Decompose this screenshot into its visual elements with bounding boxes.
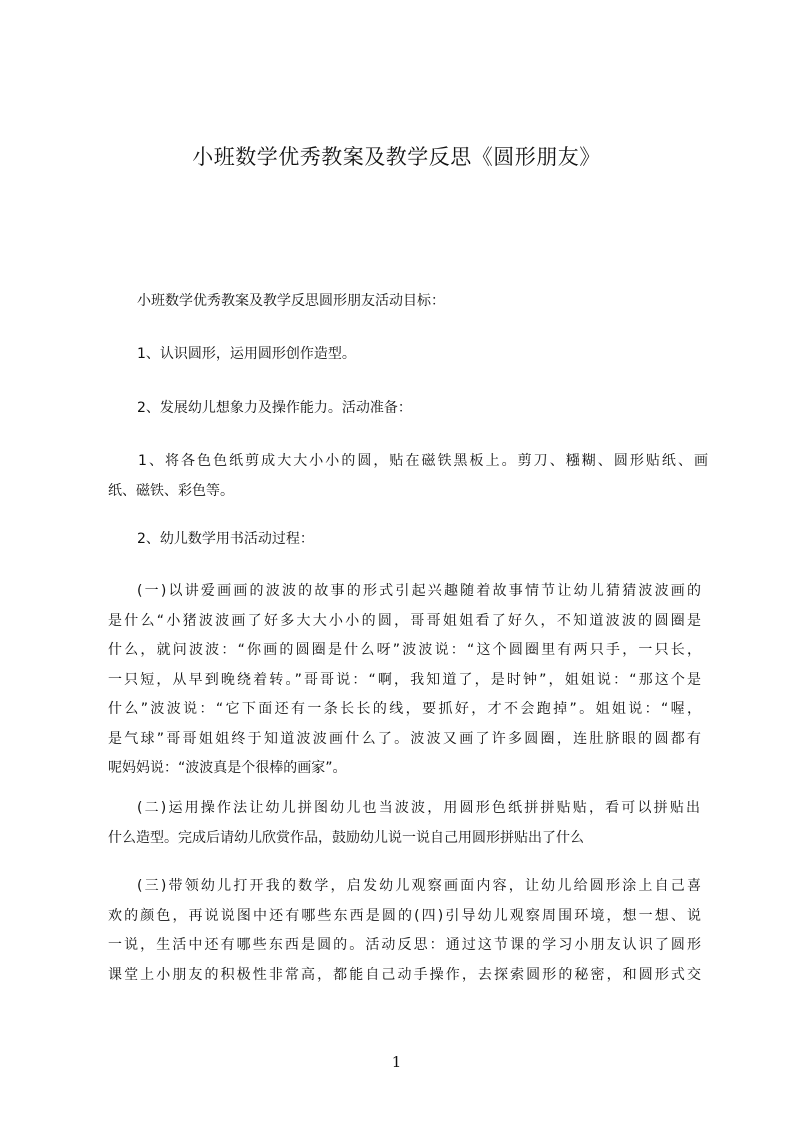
prep-1-paragraph [108,447,708,506]
goal-1-paragraph: 1、认识圆形，运用圆形创作造型。 [137,346,356,362]
prep-2-paragraph: 2、幼儿数学用书活动过程： [137,531,314,547]
text-line: 什么”波波说：“它下面还有一条长长的线，要抓好，才不会跑掉”。姐姐说：“喔， [108,701,701,717]
text-line: (二)运用操作法让幼儿拼图幼儿也当波波，用圆形色纸拼拼贴贴，看可以拼贴出 [137,800,700,816]
intro-paragraph: 小班数学优秀教案及教学反思圆形朋友活动目标： [137,293,445,309]
text-line: 1、将各色色纸剪成大大小小的圆，贴在磁铁黑板上。剪刀、糨糊、圆形贴纸、画 [138,453,708,469]
text-line: 欢的颜色，再说说图中还有哪些东西是圆的(四)引导幼儿观察周围环境，想一想、说 [108,907,701,924]
text-line: 什么，就问波波：“你画的圆圈是什么呀”波波说：“这个圆圈里有两只手，一只长， [108,642,701,658]
text-line: (一)以讲爱画画的波波的故事的形式引起兴趣随着故事情节让幼儿猜猜波波画的 [137,583,701,599]
step-3-paragraph [108,872,701,990]
goal-2-paragraph: 2、发展幼儿想象力及操作能力。活动准备： [137,400,412,416]
text-line: 呢妈妈说：“波波真是个很棒的画家”。 [108,760,347,776]
text-line: (三)带领幼儿打开我的数学，启发幼儿观察画面内容，让幼儿给圆形涂上自己喜 [137,878,701,894]
step-2-paragraph [108,794,700,853]
text-line: 课堂上小朋友的积极性非常高，都能自己动手操作，去探索圆形的秘密，和圆形式交 [108,966,701,983]
text-line: 纸、磁铁、彩色等。 [108,482,234,499]
text-line: 是气球”哥哥姐姐终于知道波波画什么了。波波又画了许多圆圈，连肚脐眼的圆都有 [108,730,701,747]
page-number: 1 [391,1053,402,1071]
text-line: 一只短，从早到晚绕着转。”哥哥说：“啊，我知道了，是时钟”，姐姐说：“那这个是 [108,671,701,688]
text-line: 是什么“小猪波波画了好多大大小小的圆，哥哥姐姐看了好久，不知道波波的圆圈是 [108,612,701,629]
step-1-paragraph [108,577,701,784]
document-title: 小班数学优秀教案及教学反思《圆形朋友》 [192,145,601,169]
text-line: 一说，生活中还有哪些东西是圆的。活动反思：通过这节课的学习小朋友认识了圆形 [108,937,701,953]
text-line: 什么造型。完成后请幼儿欣赏作品，鼓励幼儿说一说自己用圆形拼贴出了什么 [108,829,584,846]
